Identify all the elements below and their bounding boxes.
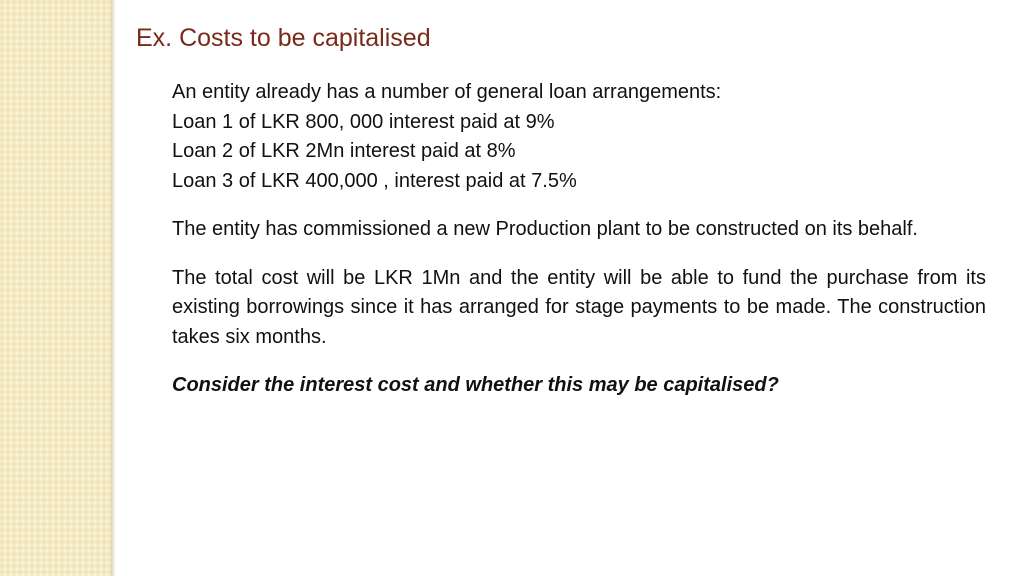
intro-line: An entity already has a number of general loan arrangements: xyxy=(172,81,722,103)
slide-title: Ex. Costs to be capitalised xyxy=(136,24,431,52)
loan-2-line: Loan 2 of LKR 2Mn interest paid at 8% xyxy=(172,140,516,162)
side-band-edge xyxy=(111,0,116,576)
loan-3-line: Loan 3 of LKR 400,000 , interest paid at 7.5% xyxy=(172,169,577,192)
cost-paragraph: The total cost will be LKR 1Mn and the entity will be able to fund the purchase from its existing borrowings since it has arranged for stage payments to be made. The construction takes six months. xyxy=(172,266,986,348)
question-text: Consider the interest cost and whether this may be capitalised? xyxy=(172,374,779,396)
loan-1-line: Loan 1 of LKR 800, 000 interest paid at 9% xyxy=(172,110,555,133)
plant-paragraph: The entity has commissioned a new Production plant to be constructed on its behalf. xyxy=(172,218,918,240)
slide-body xyxy=(172,78,986,401)
decorative-side-band xyxy=(0,0,111,576)
